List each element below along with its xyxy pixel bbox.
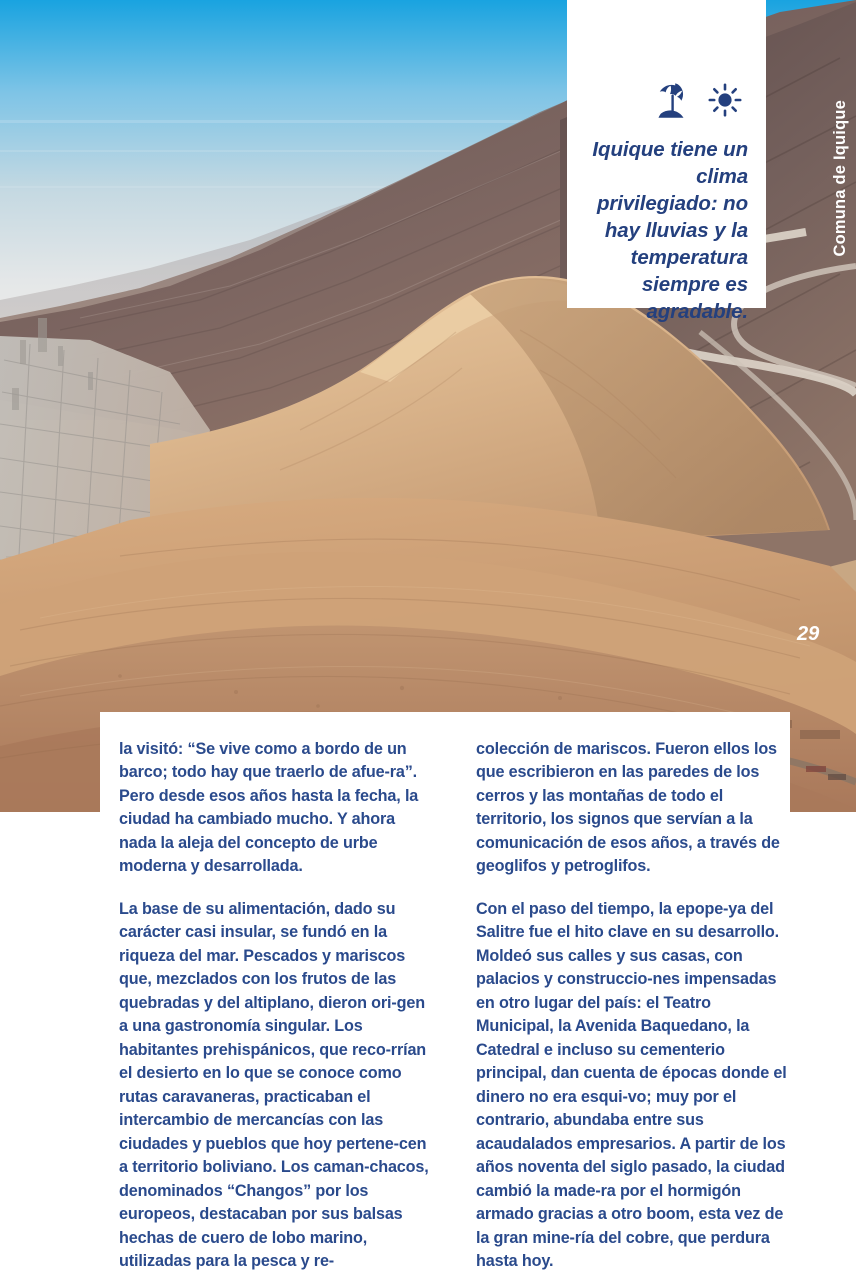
sun-icon (708, 83, 742, 117)
body-text: Con el paso del tiempo, la (476, 899, 677, 918)
sun-glyph (708, 83, 742, 117)
body-text-panel (100, 712, 790, 1270)
body-paragraph (476, 738, 788, 879)
body-text: e incluso su cementerio principal, dan cuenta de épocas donde el dinero no era esqui-vo; muy por el contrario, abundaba entre sus acaudalados empresarios. A partir de los años noventa del siglo pasado, la ciudad cambió la made-ra por el hormigón armado gracias a otro boom, esta vez de la gran mine-ría del cobre, que perdura hasta hoy. (476, 1040, 787, 1270)
body-column-left (119, 738, 431, 1270)
body-text: la visitó: “Se vive como a bordo de un barco; todo hay que traerlo de afue-ra”. Pero desde esos años hasta la fecha, la ciudad ha cambiado mucho. Y ahora nada la aleja del concepto de urbe moderna y desarrollada. (119, 740, 419, 876)
beach-umbrella-glyph (654, 82, 694, 118)
body-column-right (476, 738, 788, 1270)
beach-umbrella-icon (654, 82, 694, 118)
section-side-label: Comuna de Iquique (831, 100, 849, 257)
body-text: fue el hito clave en su desarrollo. Moldeó sus calles y sus casas, con palacios y construccio-nes impensadas en otro lugar del país: (476, 923, 780, 1012)
body-paragraph (119, 898, 431, 1270)
emphasis-text: epope-ya del Salitre (476, 899, 774, 942)
emphasis-text: “Changos” (226, 1181, 312, 1200)
body-paragraph (476, 898, 788, 1270)
emphasis-text: el Teatro Municipal, la Avenida Baquedano, la Catedral (476, 993, 750, 1059)
body-paragraph (119, 738, 431, 879)
emphasis-text: geoglifos y petroglifos. (476, 857, 651, 876)
climate-quote-card (567, 0, 766, 324)
page-number: 29 (797, 623, 820, 645)
body-text: La base de su alimentación, dado su carácter casi insular, se fundó en la riqueza del mar. Pescados y mariscos que, mezclados con los frutos de las quebradas y del altiplano, dieron ori-gen a una gastronomía singular. Los habitantes prehispánicos, que reco-rrían el desierto en lo que se conoce como rutas caravaneras, practicaban el intercambio de mercancías con las ciudades y pueblos que hoy pertene-cen a territorio boliviano. Los caman-chacos, denominados (119, 899, 429, 1200)
body-text: colección de mariscos. Fueron ellos los que escribieron en las paredes de los cerros y las montañas de todo el territorio, los signos que servían a la comunicación de esos años, a través de (476, 740, 780, 852)
quote-icon-group (654, 82, 742, 118)
climate-quote-text: Iquique tiene un clima privilegiado: no hay lluvias y la temperatura siempre es agradable. (592, 138, 748, 324)
body-text: por los europeos, destacaban por sus balsas hechas de cuero de lobo marino, utilizadas para la pesca y re- (119, 1181, 403, 1270)
